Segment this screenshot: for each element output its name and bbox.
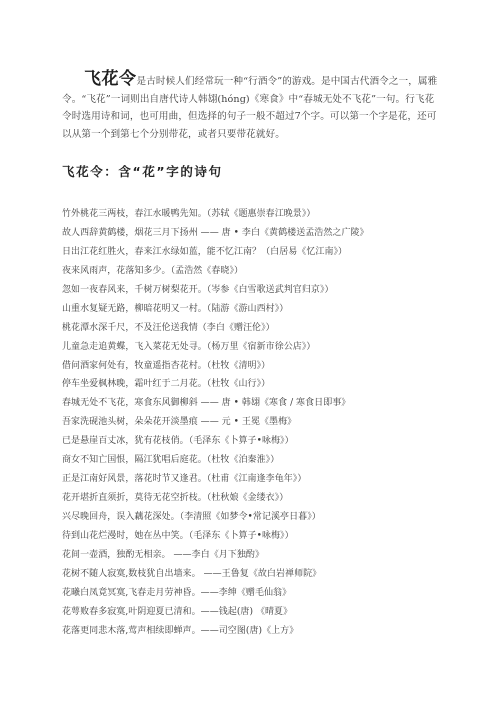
poem-line: 兴尽晚回舟，误入藕花深处。（李清照《如梦令•常记溪亭日暮》） <box>62 512 321 522</box>
poem-line: 桃花潭水深千尺，不及汪伦送我情（李白《赠汪伦》） <box>62 322 275 333</box>
poem-line: 日出江花红胜火，春来江水绿如蓝，能不忆江南？（白居易《忆江南》） <box>62 246 348 257</box>
section-heading: 飞花令：含“花”字的诗句 <box>62 164 223 179</box>
poem-line: 停车坐爱枫林晚，霜叶红于二月花。（杜牧《山行》） <box>62 379 271 390</box>
poem-line: 商女不知亡国恨，隔江犹唱后庭花。（杜牧《泊秦淮》） <box>62 455 280 466</box>
poem-line: 花树不随人寂寞,数枝犹自出墙来。 ——王鲁复《故白岩禅师院》 <box>62 568 322 579</box>
poem-line: 儿童急走追黄蝶，飞入菜花无处寻。（杨万里《宿新市徐公店》） <box>62 341 316 352</box>
intro-text: 是古时候人们经常玩一种“行酒令”的游戏。是中国古代酒令之一，属雅令。“飞花”一词则出自唐代诗人韩翃(hóng)《寒食》中“春城无处不飞花”一句。行飞花令时选用诗和词，也可用曲，但选择的句子一般不超过7个字。可以第一个字是花，还可以从第一个到第七个分别带花，或者只要带花就好。 <box>62 76 438 140</box>
poem-line: 春城无处不飞花，寒食东风御柳斜 —— 唐 • 韩翃《寒食 / 寒食日即事》 <box>62 398 351 409</box>
poem-line: 忽如一夜春风来，千树万树梨花开。（岑参《白雪歌送武判官归京》） <box>62 284 334 295</box>
poem-line: 借问酒家何处有，牧童遥指杏花村。（杜牧《清明》） <box>62 360 271 371</box>
poem-line: 花曦白凤竟冥寞,飞春走月劳神昏。——李绅《赠毛仙翁》 <box>62 587 292 598</box>
poem-line: 花萼败春多寂寞,叶阴迎夏已清和。——钱起(唐) 《晴夏》 <box>62 606 293 617</box>
intro-title: 飞花令 <box>84 69 137 89</box>
poem-line: 花间一壶酒，独酌无相亲。 ——李白《月下独酌》 <box>62 549 265 560</box>
poem-line: 吾家洗砚池头树，朵朵花开淡墨痕 —— 元 • 王冕《墨梅》 <box>62 417 297 428</box>
poem-line: 竹外桃花三两枝，春江水暖鸭先知。（苏轼《题惠崇春江晚景》） <box>62 209 316 219</box>
poem-line: 花落更同悲木落,莺声相续即蝉声。——司空图(唐)《上方》 <box>62 625 299 636</box>
poem-line: 故人西辞黄鹤楼，烟花三月下扬州 —— 唐 • 李白《黄鹤楼送孟浩然之广陵》 <box>62 227 369 238</box>
poem-line: 花开堪折直须折，莫待无花空折枝。（杜秋娘《金缕衣》） <box>62 493 289 504</box>
poem-line: 待到山花烂漫时，她在丛中笑。（毛泽东《卜算子•咏梅》） <box>62 530 294 541</box>
poem-line: 山重水复疑无路，柳暗花明又一村。（陆游《游山西村》） <box>62 303 289 314</box>
intro-paragraph <box>62 71 438 143</box>
poem-line: 已是悬崖百丈冰，犹有花枝俏。（毛泽东《卜算子•咏梅》） <box>62 436 294 447</box>
poem-list <box>62 205 462 641</box>
poem-line: 夜来风雨声，花落知多少。（孟浩然《春晓》） <box>62 265 244 276</box>
poem-line: 正是江南好风景，落花时节又逢君。（杜甫《江南逢李龟年》） <box>62 474 307 485</box>
